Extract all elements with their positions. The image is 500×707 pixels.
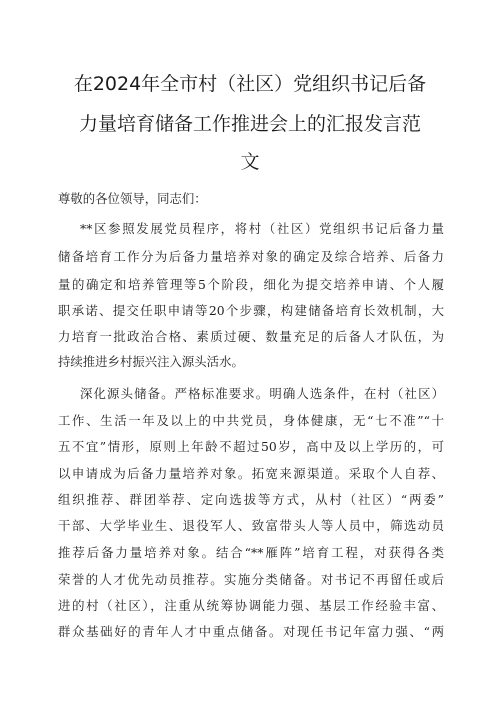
paragraph-2-line-10: 群众基础好的青年人才中重点储备。对现任书记年富力强、“两: [58, 624, 444, 639]
paragraph-1-line-2: 储备培育工作分为后备力量培养对象的确定及综合培养、后备力: [58, 249, 444, 264]
paragraph-1-line-4: 职承诺、提交任职申请等20个步骤，构建储备培育长效机制，大: [58, 303, 444, 318]
paragraph-2-line-4: 以申请成为后备力量培养对象。拓宽来源渠道。采取个人自荐、: [58, 466, 444, 481]
paragraph-1-line-6: 持续推进乡村振兴注入源头活水。: [58, 354, 244, 369]
salutation: 尊敬的各位领导，同志们：: [58, 191, 207, 206]
paragraph-2-line-2: 工作、生活一年及以上的中共党员，身体健康，无“七不准”“十: [58, 413, 444, 428]
paragraph-2-line-1: 深化源头储备。严格标准要求。明确人选条件，在村（社区）: [80, 386, 444, 401]
document-title-line-3: 文: [240, 151, 260, 173]
paragraph-2-line-3: 五不宜”情形，原则上年龄不超过50岁，高中及以上学历的，可: [58, 439, 444, 454]
paragraph-2-line-8: 荣誉的人才优先动员推荐。实施分类储备。对书记不再留任或后: [58, 572, 444, 587]
paragraph-1-line-5: 力培育一批政治合格、素质过硬、数量充足的后备人才队伍，为: [58, 329, 444, 344]
paragraph-2-line-9: 进的村（社区），注重从统筹协调能力强、基层工作经验丰富、: [58, 598, 444, 613]
paragraph-2-line-7: 推荐后备力量培养对象。结合“**雁阵”培育工程，对获得各类: [58, 545, 444, 560]
document-title-line-1: 在2024年全市村（社区）党组织书记后备: [73, 73, 427, 95]
paragraph-1-line-1: **区参照发展党员程序，将村（社区）党组织书记后备力量: [80, 221, 444, 236]
document-title-line-2: 力量培育储备工作推进会上的汇报发言范: [78, 113, 421, 135]
paragraph-2-line-5: 组织推荐、群团举荐、定向选拔等方式，从村（社区）“两委”: [58, 492, 444, 507]
paragraph-2-line-6: 干部、大学毕业生、退役军人、致富带头人等人员中，筛选动员: [58, 518, 444, 533]
paragraph-1-line-3: 量的确定和培养管理等5个阶段，细化为提交培养申请、个人履: [58, 277, 444, 292]
